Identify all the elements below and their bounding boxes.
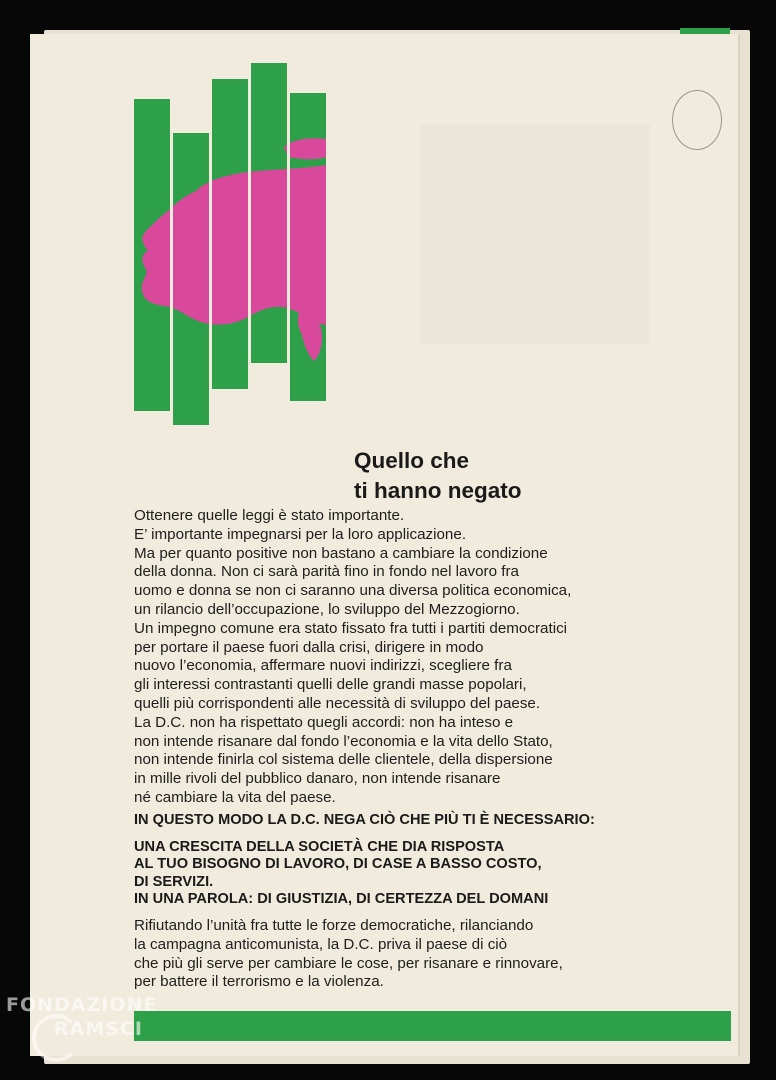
emphasis-line-1: IN QUESTO MODO LA D.C. NEGA CIÒ CHE PIÙ TI È NECESSARIO: bbox=[134, 812, 595, 828]
body-line: Un impegno comune era stato fissato fra tutti i partiti democratici bbox=[134, 619, 568, 637]
closing-line: Rifiutando l’unità fra tutte le forze democratiche, rilanciando bbox=[134, 917, 534, 934]
archive-stamp bbox=[672, 90, 722, 150]
body-line: non intende finirla col sistema delle clientele, della dispersione bbox=[134, 751, 553, 769]
body-line: quelli più corrispondenti alle necessità di sviluppo del paese. bbox=[134, 694, 541, 712]
body-line: nuovo l’economia, affermare nuovi indirizzi, scegliere fra bbox=[134, 657, 512, 675]
bottom-green-bar bbox=[134, 1011, 731, 1041]
body-line: della donna. Non ci sarà parità fino in fondo nel lavoro fra bbox=[134, 563, 519, 581]
closing-line: che più gli serve per cambiare le cose, per risanare e rinnovare, bbox=[134, 954, 563, 972]
body-line: Ottenere quelle leggi è stato importante. bbox=[134, 507, 405, 524]
body-line: E’ importante impegnarsi per la loro applicazione. bbox=[134, 525, 467, 543]
title-line-1: Quello che bbox=[354, 448, 470, 473]
fondazione-gramsci-watermark bbox=[6, 994, 196, 1074]
body-line: Ma per quanto positive non bastano a cambiare la condizione bbox=[134, 544, 548, 562]
emphasis-line-2: UNA CRESCITA DELLA SOCIETÀ CHE DIA RISPOSTA bbox=[134, 838, 505, 855]
body-line: non intende risanare dal fondo l’economia e la vita dello Stato, bbox=[134, 732, 553, 750]
emphasis-line-5: IN UNA PAROLA: DI GIUSTIZIA, DI CERTEZZA DEL DOMANI bbox=[134, 891, 549, 907]
show-through-ghost bbox=[420, 124, 650, 344]
body-line: uomo e donna se non ci saranno una diversa politica economica, bbox=[134, 582, 572, 600]
emphasis-line-3: AL TUO BISOGNO DI LAVORO, DI CASE A BASSO COSTO, bbox=[134, 856, 542, 872]
watermark-line-1: FONDAZIONE bbox=[6, 994, 158, 1016]
closing-paragraph bbox=[134, 917, 724, 992]
watermark-line-2: RAMSCI bbox=[54, 1018, 143, 1040]
emphasis-line-4: DI SERVIZI. bbox=[134, 873, 214, 890]
title-line-2: ti hanno negato bbox=[354, 478, 522, 503]
body-line: La D.C. non ha rispettato quegli accordi: non ha inteso e bbox=[134, 713, 514, 731]
body-line: gli interessi contrastanti quelli delle grandi masse popolari, bbox=[134, 676, 527, 694]
woman-profile-map-stripes-icon bbox=[134, 63, 326, 425]
emphasis-block bbox=[134, 812, 714, 909]
body-line: per portare il paese fuori dalla crisi, dirigere in modo bbox=[134, 638, 484, 656]
page-title bbox=[354, 446, 522, 506]
body-line: un rilancio dell’occupazione, lo sviluppo del Mezzogiorno. bbox=[134, 600, 520, 618]
body-line: in mille rivoli del pubblico danaro, non intende risanare bbox=[134, 770, 501, 788]
body-paragraph bbox=[134, 507, 714, 808]
closing-line: la campagna anticomunista, la D.C. priva il paese di ciò bbox=[134, 935, 508, 953]
body-line: né cambiare la vita del paese. bbox=[134, 788, 336, 806]
closing-line: per battere il terrorismo e la violenza. bbox=[134, 973, 384, 991]
